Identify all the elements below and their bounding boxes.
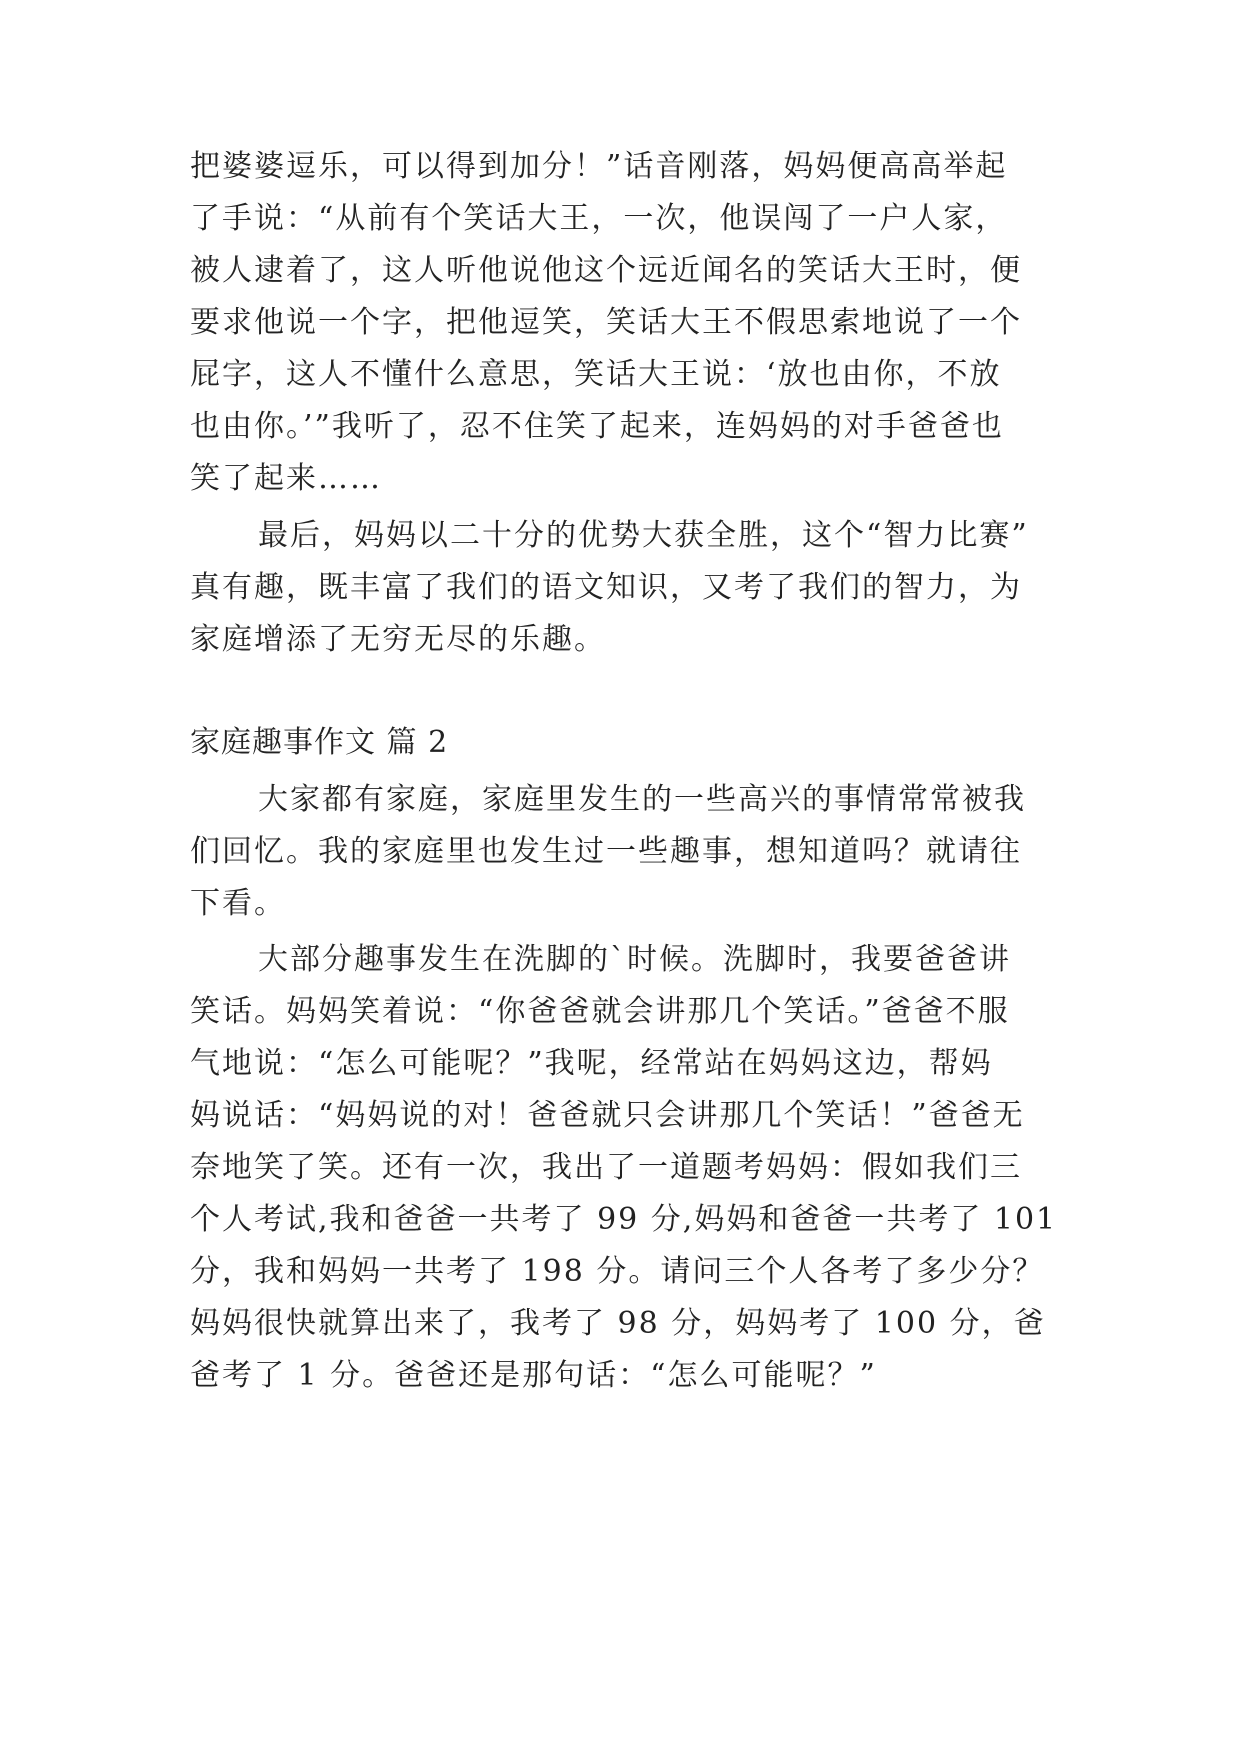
text-line: 奈地笑了笑。还有一次，我出了一道题考妈妈：假如我们三 (190, 1150, 1022, 1185)
text-line: 个人考试,我和爸爸一共考了 99 分,妈妈和爸爸一共考了 101 (190, 1202, 1058, 1237)
text-line: 下看。 (190, 886, 286, 921)
text-line: 笑话。妈妈笑着说：“你爸爸就会讲那几个笑话。”爸爸不服 (190, 994, 1010, 1029)
text-line: 把婆婆逗乐，可以得到加分！”话音刚落，妈妈便高高举起 (190, 149, 1008, 184)
text-line: 妈说话：“妈妈说的对！爸爸就只会讲那几个笑话！”爸爸无 (190, 1098, 1025, 1133)
text-line: 也由你。’”我听了，忍不住笑了起来，连妈妈的对手爸爸也 (190, 409, 1004, 444)
text-line: 大家都有家庭，家庭里发生的一些高兴的事情常常被我 (258, 782, 1026, 817)
section-heading: 家庭趣事作文 篇 2 (190, 725, 449, 760)
text-line: 被人逮着了，这人听他说他这个远近闻名的笑话大王时，便 (190, 253, 1022, 288)
text-line: 真有趣，既丰富了我们的语文知识，又考了我们的智力，为 (190, 570, 1022, 605)
text-line: 笑了起来…… (190, 461, 382, 496)
text-line: 分，我和妈妈一共考了 198 分。请问三个人各考了多少分？ (190, 1254, 1045, 1289)
text-line: 了手说：“从前有个笑话大王，一次，他误闯了一户人家， (190, 201, 1008, 236)
text-line: 家庭增添了无穷无尽的乐趣。 (190, 622, 606, 657)
text-line: 们回忆。我的家庭里也发生过一些趣事，想知道吗？就请往 (190, 834, 1022, 869)
text-line: 最后，妈妈以二十分的优势大获全胜，这个“智力比赛” (258, 518, 1029, 553)
text-line: 要求他说一个字，把他逗笑，笑话大王不假思索地说了一个 (190, 305, 1022, 340)
text-line: 屁字，这人不懂什么意思，笑话大王说：‘放也由你，不放 (190, 357, 1002, 392)
text-line: 爸考了 1 分。爸爸还是那句话：“怎么可能呢？” (190, 1358, 877, 1393)
text-line: 大部分趣事发生在洗脚的`时候。洗脚时，我要爸爸讲 (258, 942, 1011, 977)
text-line: 妈妈很快就算出来了，我考了 98 分，妈妈考了 100 分，爸 (190, 1306, 1046, 1341)
text-line: 气地说：“怎么可能呢？”我呢，经常站在妈妈这边，帮妈 (190, 1046, 993, 1081)
